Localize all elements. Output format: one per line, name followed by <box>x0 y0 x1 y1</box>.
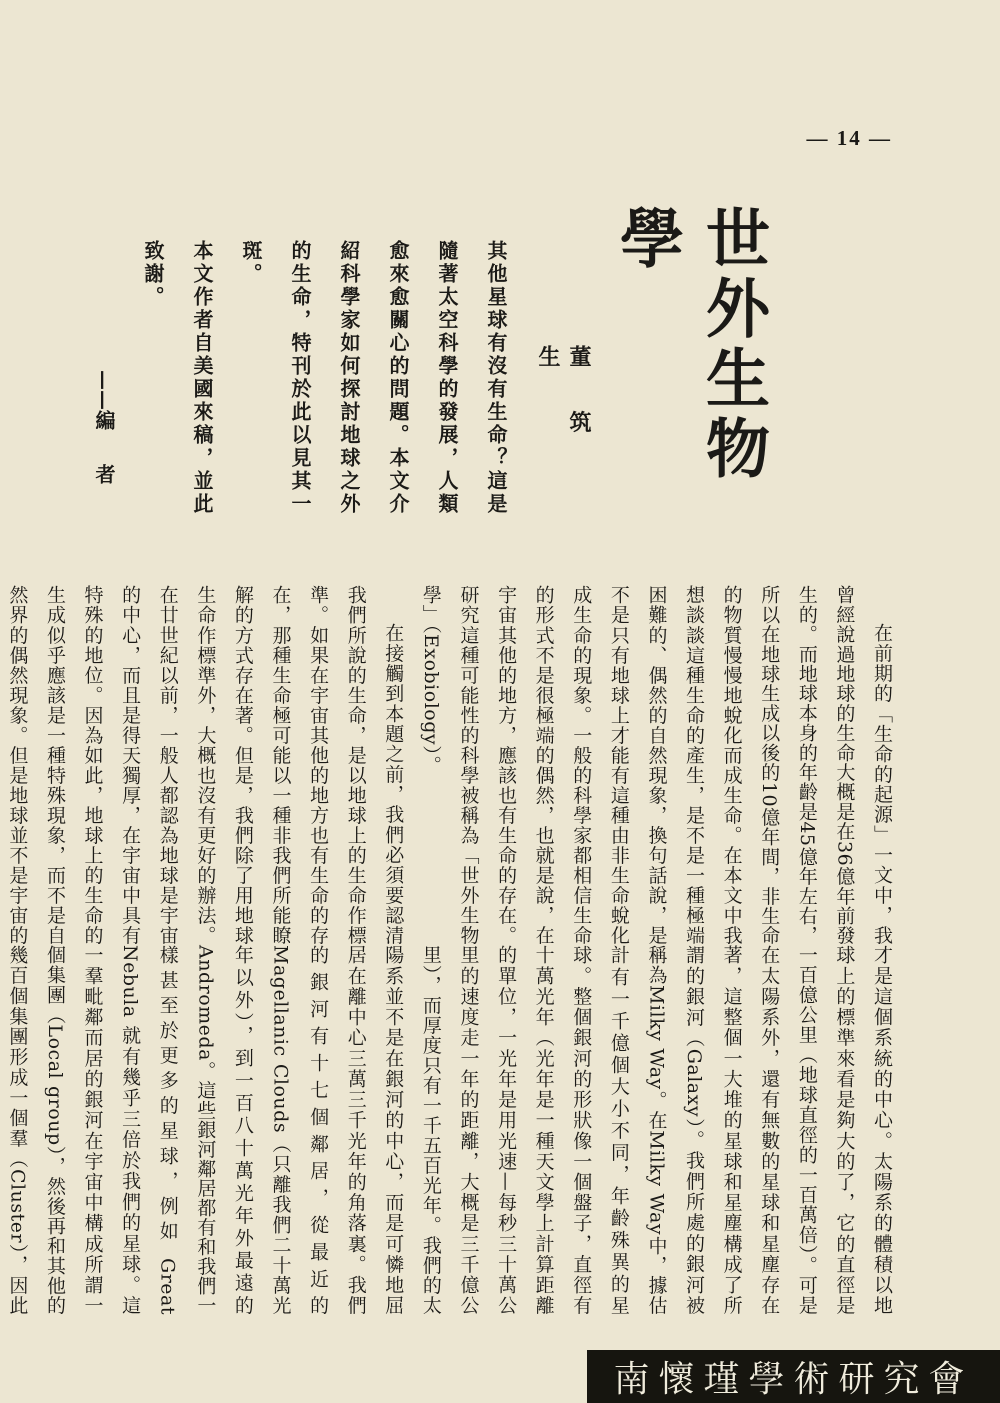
body-lower-section <box>6 945 900 1315</box>
editor-signature <box>79 240 128 530</box>
signature-dash: —— <box>92 370 116 410</box>
intro-paragraph: 其他星球有沒有生命？這是隨著太空科學的發展，人類愈來愈關心的問題。本文介紹科學家如何探討地球之外的生命，特刊於此以見其一斑。 <box>239 240 508 516</box>
body-paragraph: 在前期的「生命的起源」一文中，我曾經說過地球的生命大概是在36億年前發生的。而地球本身的年齡是45億年左右，所以在地球生成以後的10億年間，非生命的物質慢慢地蛻化而成生命。在本文中我想談談這種生命的產生，是不是一種極端困難的、偶然的自然現象，換句話說，是不是只有地球上才能有這種由非生命蛻化成生命的現象。一般的科學家都相信生命的形式不是很極端的偶然，也就是說，在宇宙其他的地方，應該也有生命的存在。研究這種可能性的科學被稱為「世外生物學」（Exobiology）。 <box>419 585 893 945</box>
intro-acknowledgement: 本文作者自美國來稿，並此致謝。 <box>141 240 214 516</box>
signature-name: 編者 <box>92 410 116 518</box>
body-paragraph: 在接觸到本題之前，我們必須要認清我們所說的生命，是以地球上的生命作標準。如果在宇宙其他的地方也有生命的存在，那種生命極可能以一種非我們所能瞭解的方式存在著。但是，我們除了用地球生命作標準外，大概也沒有更好的辦法。在廿世紀以前，一般人都認為地球是宇宙的中心，而且是得天獨厚，在宇宙中具有特殊的地位。因為如此，地球上的生命的生成似乎應該是一種特殊現象，而不是自然界的偶然現象。但是地球並不是宇宙的 <box>6 585 405 945</box>
editor-introduction <box>92 240 520 530</box>
article-author: 董 筑 生 <box>535 345 592 451</box>
body-paragraph-continued: 才是這個系統的中心。太陽系的體積以地球上的標準來看是夠大的了，它的直徑是一百億公里（地球直徑的一百萬倍）。可是在太陽系外，還有無數的星球和星塵存在著，這整個一大堆的星球和星塵構成了所謂的銀河（Galaxy）。我們所處的銀河被稱為Milky Way。在Milky Way中，據估計有一千億個大小不同，年齡殊異的星球。整個銀河的形狀像一個盤子，直徑有十萬光年（光年是一種天文學上計算距離的單位，一光年是用光速—每秒三十萬公里的速度走一年的距離，大概是三千億公里），而厚度只有一千五百光年。我們的太陽系並不是在銀河的中心，而是可憐地屈居在離中心三萬三千光年的角落裏。我們的銀河有十七個鄰居，從最近的 Magellanic Clouds（只離我們二十萬光年以外），到一百八十萬光年外最遠的 Andromeda。這些銀河鄰居都有和我們一樣甚至於更多的星球，例如 Great Nebula 就有幾乎三倍於我們的星球。這一羣毗鄰而居的銀河在宇宙中構成所謂一個集團（Local group），然後再和其他的幾百個集團形成一個羣（Cluster），因此 <box>6 945 893 1315</box>
article-title: 世外生物學 <box>609 205 770 485</box>
body-upper-section <box>6 585 900 945</box>
watermark-banner: 南懷瑾學術研究會 <box>587 1350 1000 1403</box>
page-number: — 14 — <box>806 126 892 150</box>
